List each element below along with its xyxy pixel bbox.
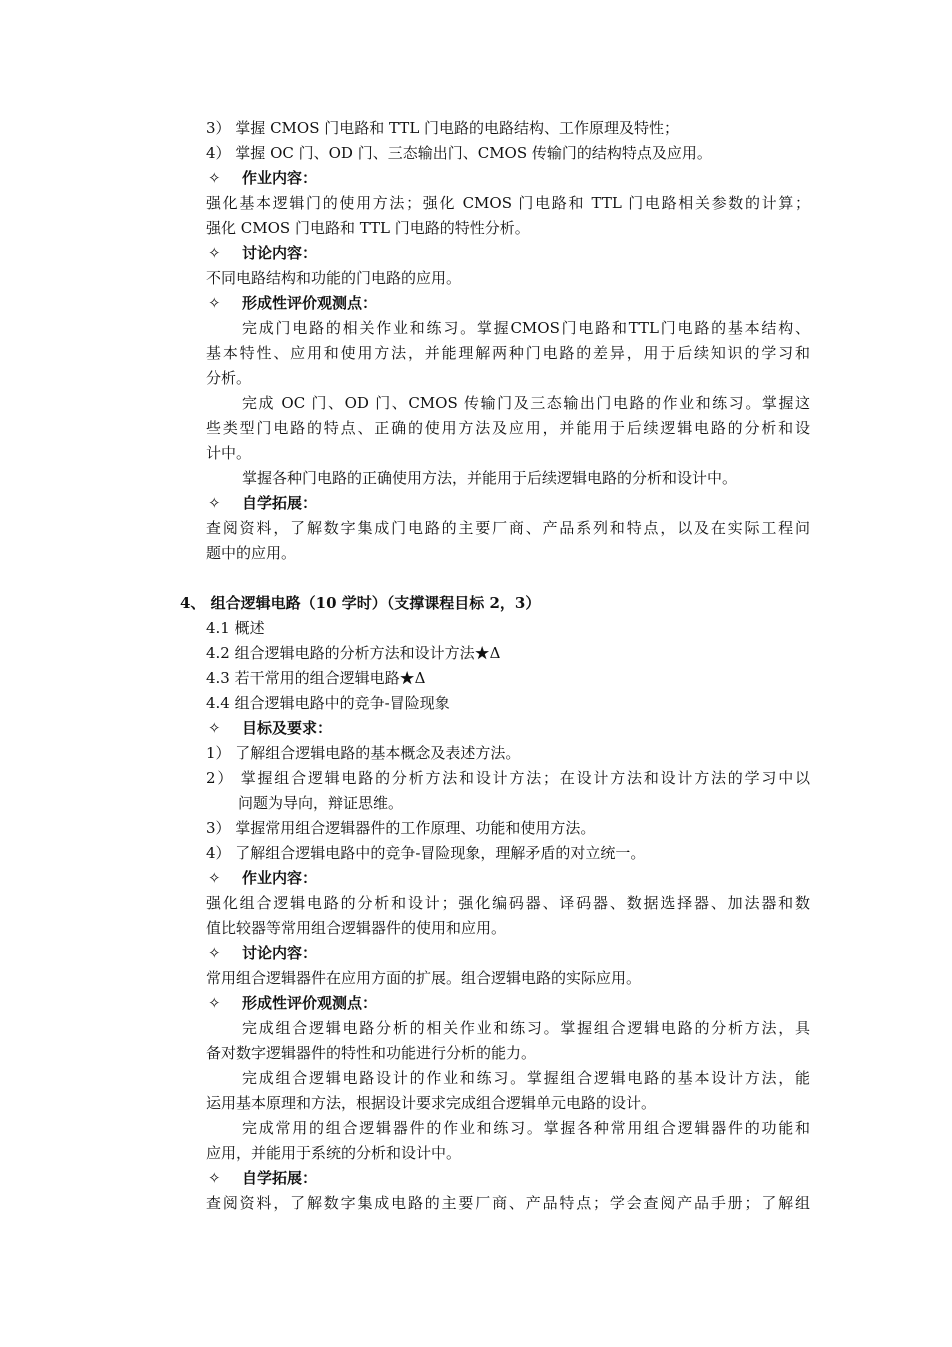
paragraph-line: 不同电路结构和功能的门电路的应用。: [206, 269, 462, 287]
heading-objectives: [206, 716, 810, 740]
heading-discussion: [206, 941, 810, 965]
paragraph-line: 常用组合逻辑器件在应用方面的扩展。组合逻辑电路的实际应用。: [206, 969, 642, 987]
heading-text: 形成性评价观测点：: [242, 294, 378, 312]
heading-self-study: [206, 1166, 810, 1190]
list-item: 2） 掌握组合逻辑电路的分析方法和设计方法；在设计方法和设计方法的学习中以: [206, 769, 810, 787]
paragraph-line: 备对数字逻辑器件的特性和功能进行分析的能力。: [206, 1044, 537, 1062]
heading-homework: [206, 866, 810, 890]
list-item: 4） 掌握 OC 门、OD 门、三态输出门、CMOS 传输门的结构特点及应用。: [206, 144, 712, 162]
list-item-continuation: 问题为导向，辩证思维。: [238, 794, 404, 812]
toc-item: 4.1 概述: [206, 619, 265, 637]
toc-item: 4.4 组合逻辑电路中的竞争-冒险现象: [206, 694, 450, 712]
bullet-diamond-icon: ✧: [208, 294, 221, 312]
list-item: 3） 掌握常用组合逻辑器件的工作原理、功能和使用方法。: [206, 819, 596, 837]
heading-text: 作业内容：: [242, 869, 318, 887]
paragraph-line: 掌握各种门电路的正确使用方法，并能用于后续逻辑电路的分析和设计中。: [242, 469, 738, 487]
bullet-diamond-icon: ✧: [208, 1169, 221, 1187]
paragraph-line: 应用，并能用于系统的分析和设计中。: [206, 1144, 462, 1162]
paragraph-line: 完成组合逻辑电路分析的相关作业和练习。掌握组合逻辑电路的分析方法，具: [242, 1019, 810, 1037]
paragraph-line: 强化基本逻辑门的使用方法；强化 CMOS 门电路和 TTL 门电路相关参数的计算；: [206, 194, 810, 212]
paragraph-line: 强化 CMOS 门电路和 TTL 门电路的特性分析。: [206, 219, 530, 237]
paragraph-line: 题中的应用。: [206, 544, 297, 562]
paragraph-line: 值比较器等常用组合逻辑器件的使用和应用。: [206, 919, 507, 937]
bullet-diamond-icon: ✧: [208, 244, 221, 262]
paragraph-line: 完成门电路的相关作业和练习。掌握CMOS门电路和TTL门电路的基本结构、: [242, 319, 810, 337]
heading-text: 讨论内容：: [242, 244, 318, 262]
paragraph-line: 计中。: [206, 444, 252, 462]
bullet-diamond-icon: ✧: [208, 169, 221, 187]
bullet-diamond-icon: ✧: [208, 719, 221, 737]
list-item: 1） 了解组合逻辑电路的基本概念及表述方法。: [206, 744, 521, 762]
heading-evaluation: [206, 291, 810, 315]
bullet-diamond-icon: ✧: [208, 994, 221, 1012]
toc-item: 4.3 若干常用的组合逻辑电路★Δ: [206, 669, 426, 687]
heading-text: 讨论内容：: [242, 944, 318, 962]
paragraph-line: 基本特性、应用和使用方法，并能理解两种门电路的差异，用于后续知识的学习和: [206, 344, 810, 362]
heading-text: 自学拓展：: [242, 494, 318, 512]
bullet-diamond-icon: ✧: [208, 944, 221, 962]
heading-text: 作业内容：: [242, 169, 318, 187]
heading-text: 目标及要求：: [242, 719, 333, 737]
paragraph-line: 分析。: [206, 369, 252, 387]
heading-evaluation: [206, 991, 810, 1015]
paragraph-line: 完成 OC 门、OD 门、CMOS 传输门及三态输出门电路的作业和练习。掌握这: [242, 394, 810, 412]
paragraph-line: 查阅资料，了解数字集成电路的主要厂商、产品特点；学会查阅产品手册；了解组: [206, 1194, 810, 1212]
paragraph-line: 些类型门电路的特点、正确的使用方法及应用，并能用于后续逻辑电路的分析和设: [206, 419, 810, 437]
paragraph-line: 强化组合逻辑电路的分析和设计；强化编码器、译码器、数据选择器、加法器和数: [206, 894, 810, 912]
paragraph-line: 运用基本原理和方法，根据设计要求完成组合逻辑单元电路的设计。: [206, 1094, 657, 1112]
heading-text: 自学拓展：: [242, 1169, 318, 1187]
paragraph-line: 完成常用的组合逻辑器件的作业和练习。掌握各种常用组合逻辑器件的功能和: [242, 1119, 810, 1137]
heading-discussion: [206, 241, 810, 265]
heading-self-study: [206, 491, 810, 515]
paragraph-line: 完成组合逻辑电路设计的作业和练习。掌握组合逻辑电路的基本设计方法，能: [242, 1069, 810, 1087]
heading-text: 形成性评价观测点：: [242, 994, 378, 1012]
paragraph-line: 查阅资料，了解数字集成门电路的主要厂商、产品系列和特点，以及在实际工程问: [206, 519, 810, 537]
toc-item: 4.2 组合逻辑电路的分析方法和设计方法★Δ: [206, 644, 501, 662]
bullet-diamond-icon: ✧: [208, 494, 221, 512]
list-item: 4） 了解组合逻辑电路中的竞争-冒险现象，理解矛盾的对立统一。: [206, 844, 646, 862]
heading-homework: [206, 166, 810, 190]
list-item: 3） 掌握 CMOS 门电路和 TTL 门电路的电路结构、工作原理及特性；: [206, 119, 680, 137]
section-title: 4、 组合逻辑电路（10 学时）（支撑课程目标 2，3）: [180, 594, 541, 612]
bullet-diamond-icon: ✧: [208, 869, 221, 887]
